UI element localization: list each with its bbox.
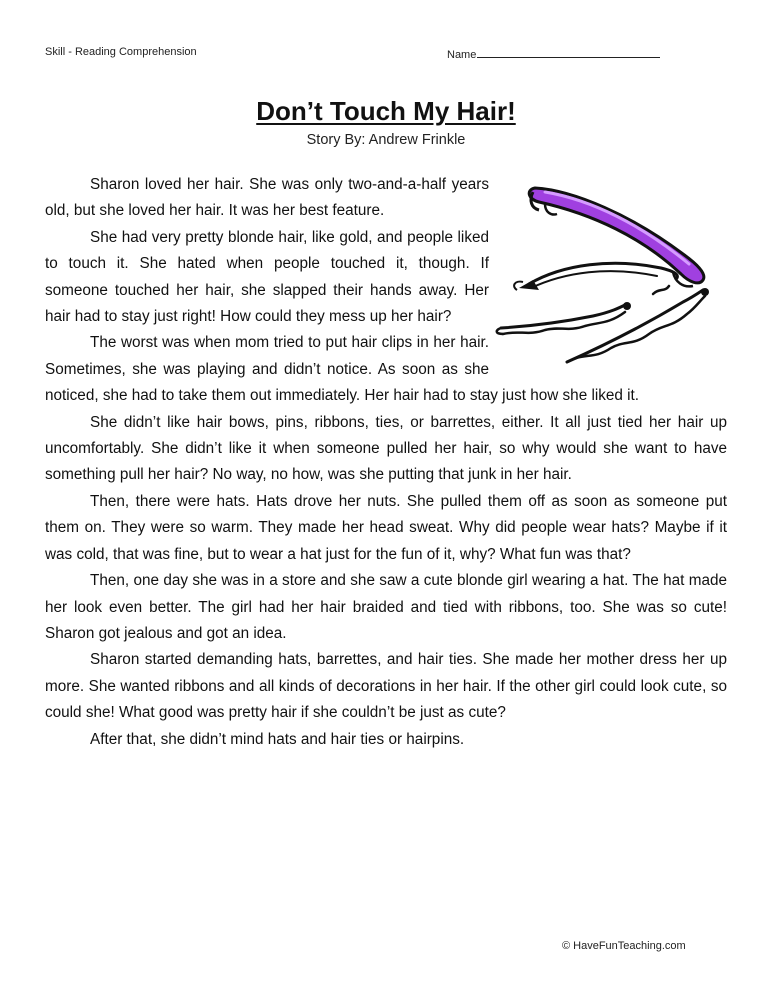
story-paragraph-5: Then, there were hats. Hats drove her nuts. She pulled them off as soon as someone put them on. They were so warm. They made her head sweat. Why did people wear hats? Maybe if it was cold, that was fine, but to wear a hat just for the fun of it, why? What fun was that?: [45, 492, 727, 563]
story-author: Story By: Andrew Frinkle: [306, 132, 466, 148]
worksheet-header: [45, 46, 725, 62]
story-paragraph-3: The worst was when mom tried to put hair clips in her hair. Sometimes, she was playing and didn’t notice. As soon as she noticed, she had to take them out immediately. Her hair had to stay just how she liked it.: [45, 334, 640, 405]
story-paragraph-6: Then, one day she was in a store and she saw a cute blonde girl wearing a hat. The hat made her look even better. The girl had her hair braided and tied with ribbons, too. She was so cute! Sharon got jealous and got an idea.: [45, 572, 727, 642]
story-paragraph-7: Sharon started demanding hats, barrettes, and hair ties. She made her mother dress her up more. She wanted ribbons and all kinds of decorations in her hair. If the other girl could look cute, so could she! What good was pretty hair if she couldn’t be just as cute?: [45, 651, 727, 722]
story-paragraph-8: After that, she didn’t mind hats and hair ties or hairpins.: [90, 730, 465, 748]
story-paragraph-2: She had very pretty blonde hair, like gold, and people liked to touch it. She hated when people touched it, though. If someone touched her hair, she slapped their hands away. Her hair had to stay just right! How could they mess up her hair?: [45, 228, 489, 326]
story-body: [45, 172, 727, 753]
story-paragraph-4: She didn’t like hair bows, pins, ribbons, ties, or barrettes, either. It all just tied her hair up uncomfortably. She didn’t like it when someone pulled her hair, so why would she want to have something pull her hair? No way, no how, was she putting that junk in her hair.: [45, 413, 727, 484]
skill-label: Skill - Reading Comprehension: [45, 46, 197, 58]
name-blank-line[interactable]: [477, 46, 660, 58]
story-title: Don’t Touch My Hair!: [256, 96, 516, 126]
name-label: Name: [447, 49, 477, 61]
name-field[interactable]: [447, 46, 660, 61]
hair-clip-and-bobby-pins-icon: [499, 172, 727, 362]
copyright-footer: © HaveFunTeaching.com: [562, 940, 686, 952]
story-paragraph-1: Sharon loved her hair. She was only two-and-a-half years old, but she loved her hair. It was her best feature.: [45, 176, 489, 220]
